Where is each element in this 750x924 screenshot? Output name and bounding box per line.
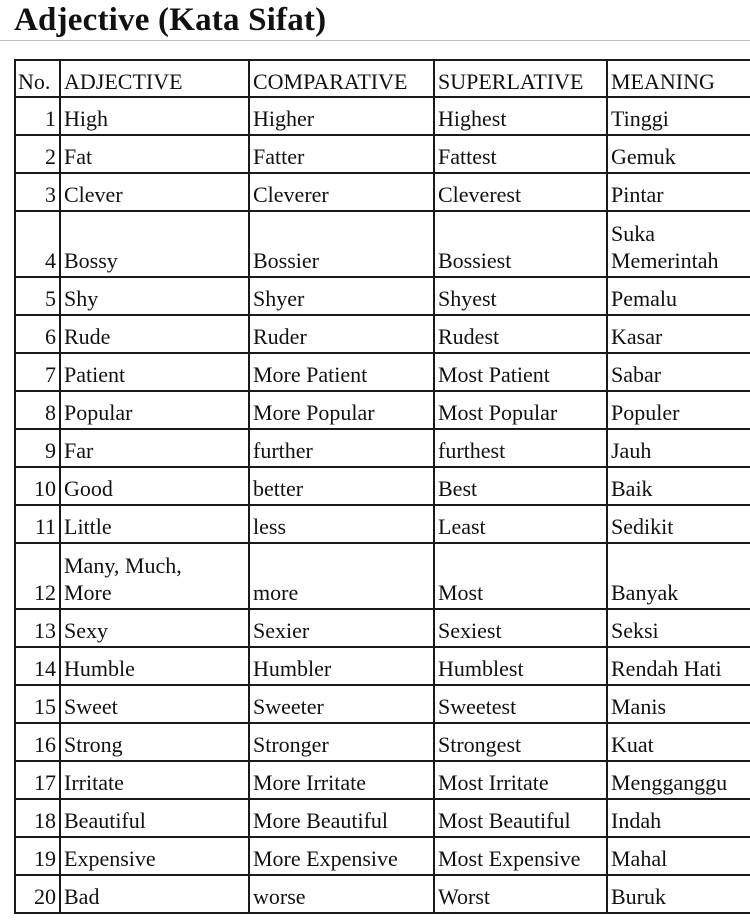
table-row [15,875,750,913]
cell-adjective: High [60,97,249,135]
cell-meaning: Buruk [607,875,750,913]
cell-no: 6 [15,315,60,353]
cell-superlative: Least [434,505,607,543]
cell-comparative: Fatter [249,135,434,173]
cell-adjective: Good [60,467,249,505]
table-row [15,135,750,173]
cell-meaning: Mahal [607,837,750,875]
cell-adjective: Beautiful [60,799,249,837]
cell-meaning: Indah [607,799,750,837]
cell-superlative: Cleverest [434,173,607,211]
cell-superlative: Sweetest [434,685,607,723]
cell-no: 17 [15,761,60,799]
title-divider [0,40,750,41]
cell-meaning: Populer [607,391,750,429]
cell-no: 2 [15,135,60,173]
cell-superlative: Most Irritate [434,761,607,799]
cell-no: 8 [15,391,60,429]
cell-meaning: Pemalu [607,277,750,315]
adjective-table [14,59,750,914]
cell-comparative: better [249,467,434,505]
table-row [15,353,750,391]
cell-meaning: Kasar [607,315,750,353]
table-row [15,609,750,647]
cell-superlative: Humblest [434,647,607,685]
cell-comparative: worse [249,875,434,913]
cell-superlative: furthest [434,429,607,467]
cell-meaning: Baik [607,467,750,505]
table-row [15,315,750,353]
table-row [15,761,750,799]
cell-comparative: More Expensive [249,837,434,875]
cell-adjective: Shy [60,277,249,315]
table-row [15,799,750,837]
cell-adjective: Far [60,429,249,467]
cell-superlative: Shyest [434,277,607,315]
cell-superlative: Strongest [434,723,607,761]
cell-no: 14 [15,647,60,685]
cell-no: 20 [15,875,60,913]
header-adjective: ADJECTIVE [60,60,249,97]
table-row [15,543,750,609]
cell-meaning: Banyak [607,543,750,609]
cell-no: 3 [15,173,60,211]
cell-comparative: less [249,505,434,543]
header-no: No. [15,60,60,97]
cell-comparative: More Beautiful [249,799,434,837]
cell-adjective: Expensive [60,837,249,875]
header-meaning: MEANING [607,60,750,97]
cell-adjective: Rude [60,315,249,353]
page-title: Adjective (Kata Sifat) [14,2,327,38]
cell-adjective: Bossy [60,211,249,277]
cell-no: 15 [15,685,60,723]
cell-comparative: Humbler [249,647,434,685]
cell-meaning: Mengganggu [607,761,750,799]
cell-no: 18 [15,799,60,837]
cell-superlative: Most Patient [434,353,607,391]
cell-adjective: Sweet [60,685,249,723]
cell-superlative: Most Expensive [434,837,607,875]
cell-adjective: Many, Much, More [60,543,249,609]
cell-no: 11 [15,505,60,543]
cell-meaning: Sabar [607,353,750,391]
header-superlative: SUPERLATIVE [434,60,607,97]
table-header-row [15,60,750,97]
cell-adjective: Irritate [60,761,249,799]
table-row [15,97,750,135]
cell-superlative: Most Popular [434,391,607,429]
cell-no: 10 [15,467,60,505]
cell-no: 12 [15,543,60,609]
cell-comparative: Sexier [249,609,434,647]
cell-superlative: Highest [434,97,607,135]
cell-superlative: Best [434,467,607,505]
table-row [15,837,750,875]
table-row [15,173,750,211]
cell-superlative: Sexiest [434,609,607,647]
cell-adjective: Sexy [60,609,249,647]
cell-adjective: Popular [60,391,249,429]
cell-comparative: Sweeter [249,685,434,723]
cell-meaning: Pintar [607,173,750,211]
cell-no: 9 [15,429,60,467]
cell-meaning: Sedikit [607,505,750,543]
cell-no: 7 [15,353,60,391]
cell-superlative: Most Beautiful [434,799,607,837]
table-row [15,685,750,723]
cell-comparative: More Popular [249,391,434,429]
table-row [15,647,750,685]
table-row [15,505,750,543]
cell-superlative: Bossiest [434,211,607,277]
cell-comparative: further [249,429,434,467]
cell-meaning: Seksi [607,609,750,647]
cell-meaning: Suka Memerintah [607,211,750,277]
cell-meaning: Rendah Hati [607,647,750,685]
table-row [15,211,750,277]
cell-meaning: Manis [607,685,750,723]
cell-comparative: Shyer [249,277,434,315]
table-row [15,723,750,761]
cell-adjective: Patient [60,353,249,391]
cell-superlative: Most [434,543,607,609]
cell-adjective: Humble [60,647,249,685]
cell-adjective: Strong [60,723,249,761]
cell-adjective: Bad [60,875,249,913]
cell-comparative: Higher [249,97,434,135]
cell-no: 4 [15,211,60,277]
cell-adjective: Clever [60,173,249,211]
cell-no: 19 [15,837,60,875]
cell-meaning: Kuat [607,723,750,761]
cell-comparative: Bossier [249,211,434,277]
table-row [15,277,750,315]
cell-meaning: Jauh [607,429,750,467]
cell-comparative: Stronger [249,723,434,761]
table-row [15,391,750,429]
cell-comparative: Ruder [249,315,434,353]
cell-no: 13 [15,609,60,647]
cell-adjective: Fat [60,135,249,173]
cell-superlative: Worst [434,875,607,913]
cell-adjective: Little [60,505,249,543]
cell-comparative: more [249,543,434,609]
cell-no: 1 [15,97,60,135]
header-comparative: COMPARATIVE [249,60,434,97]
cell-comparative: More Patient [249,353,434,391]
cell-superlative: Rudest [434,315,607,353]
cell-meaning: Gemuk [607,135,750,173]
cell-meaning: Tinggi [607,97,750,135]
table-row [15,429,750,467]
cell-no: 5 [15,277,60,315]
cell-comparative: More Irritate [249,761,434,799]
table-row [15,467,750,505]
cell-comparative: Cleverer [249,173,434,211]
cell-no: 16 [15,723,60,761]
cell-superlative: Fattest [434,135,607,173]
